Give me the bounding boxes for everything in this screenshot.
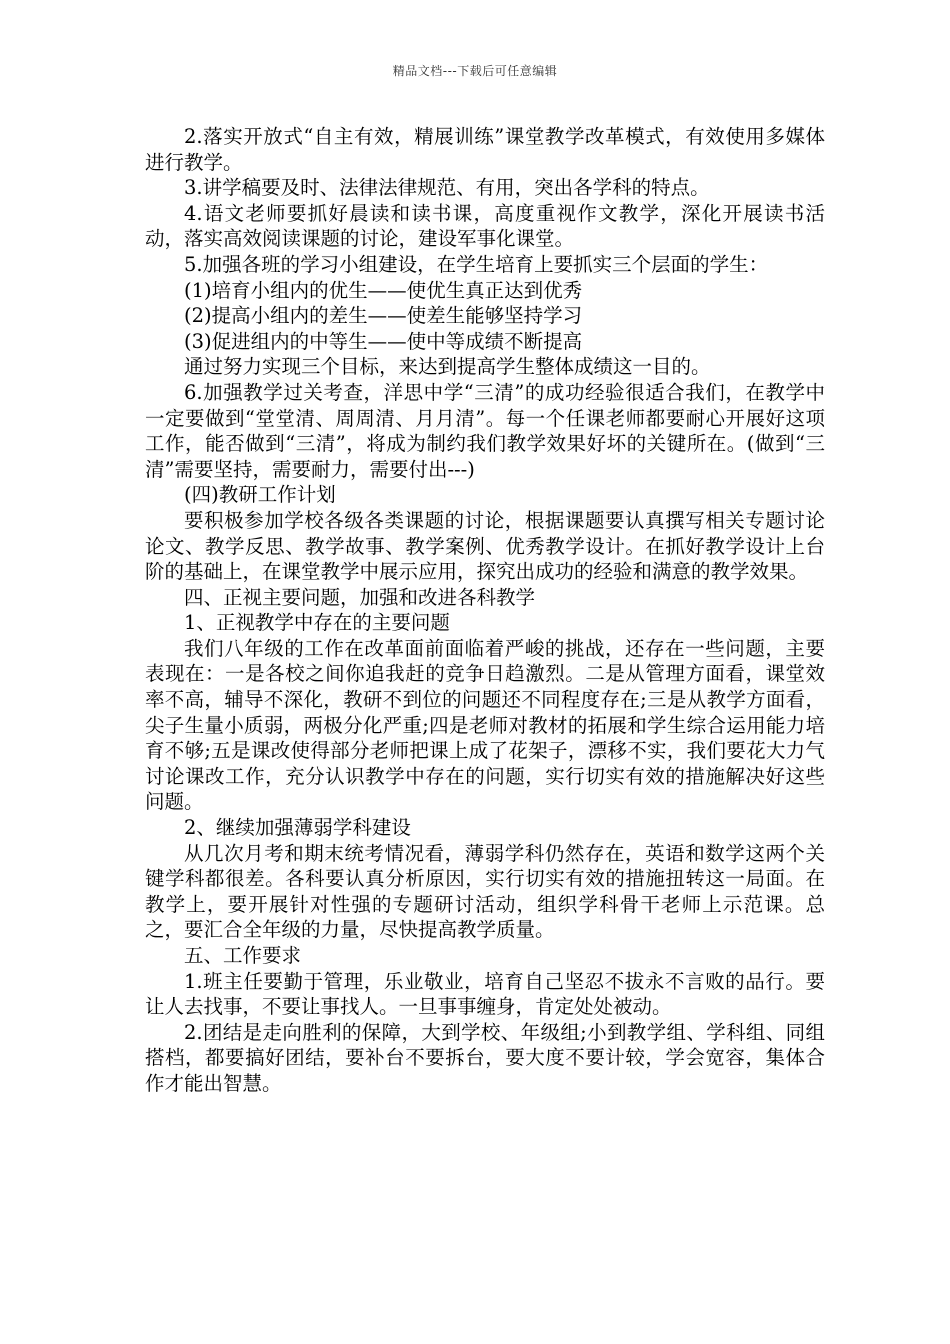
document-body [145,124,825,1097]
list-item: (3)促进组内的中等生——使中等成绩不断提高 [184,329,583,353]
section-heading: 五、工作要求 [184,944,302,967]
paragraph: 5.加强各班的学习小组建设，在学生培育上要抓实三个层面的学生： [184,252,769,276]
list-item: (2)提高小组内的差生——使差生能够坚持学习 [184,304,583,328]
section-heading: (四)教研工作计划 [184,483,336,507]
paragraph: 1.班主任要勤于管理，乐业敬业，培育自己坚忍不拔永不言败的品行。要让人去找事，不要让事找人。一旦事事缠身，肯定处处被动。 [145,969,825,1019]
paragraph: 2.团结是走向胜利的保障，大到学校、年级组;小到教学组、学科组、同组搭档，都要搞好团结，要补台不要拆台，要大度不要计较，学会宽容，集体合作才能出智慧。 [145,1020,825,1095]
subsection-heading: 2、继续加强薄弱学科建设 [184,816,411,840]
paragraph: 从几次月考和期末统考情况看，薄弱学科仍然存在，英语和数学这两个关键学科都很差。各科要认真分析原因，实行切实有效的措施扭转这一局面。在教学上，要开展针对性强的专题研讨活动，组织学科骨干老师上示范课。总之，要汇合全年级的力量，尽快提高教学质量。 [145,841,825,942]
section-heading: 四、正视主要问题，加强和改进各科教学 [184,585,536,609]
paragraph: 要积极参加学校各级各类课题的讨论，根据课题要认真撰写相关专题讨论论文、教学反思、教学故事、教学案例、优秀教学设计。在抓好教学设计上台阶的基础上，在课堂教学中展示应用，探究出成功的经验和满意的教学效果。 [145,508,825,584]
list-item: (1)培育小组内的优生——使优生真正达到优秀 [184,278,583,302]
paragraph: 2.落实开放式“自主有效，精展训练”课堂教学改革模式，有效使用多媒体进行教学。 [145,125,825,174]
paragraph: 通过努力实现三个目标，来达到提高学生整体成绩这一目的。 [184,355,711,379]
subsection-heading: 1、正视教学中存在的主要问题 [184,611,450,635]
paragraph: 4.语文老师要抓好晨读和读书课，高度重视作文教学，深化开展读书活动，落实高效阅读课题的讨论，建设军事化课堂。 [145,201,825,251]
paragraph: 3.讲学稿要及时、法律法律规范、有用，突出各学科的特点。 [184,176,710,200]
paragraph: 我们八年级的工作在改革面前面临着严峻的挑战，还存在一些问题，主要表现在：一是各校之间你追我赶的竞争日趋激烈。二是从管理方面看，课堂效率不高，辅导不深化，教研不到位的问题还不同程度存在;三是从教学方面看，尖子生量小质弱，两极分化严重;四是老师对教材的拓展和学生综合运用能力培育不够;五是课改使得部分老师把课上成了花架子，漂移不实，我们要花大力气讨论课改工作，充分认识教学中存在的问题，实行切实有效的措施解决好这些问题。 [145,636,825,814]
paragraph: 6.加强教学过关考查，洋思中学“三清”的成功经验很适合我们，在教学中一定要做到“堂堂清、周周清、月月清”。每一个任课老师都要耐心开展好这项工作，能否做到“三清”，将成为制约我们教学效果好坏的关键所在。(做到“三清”需要坚持，需要耐力，需要付出---) [145,380,825,481]
page-header: 精品文档---下载后可任意编辑 [392,64,558,78]
